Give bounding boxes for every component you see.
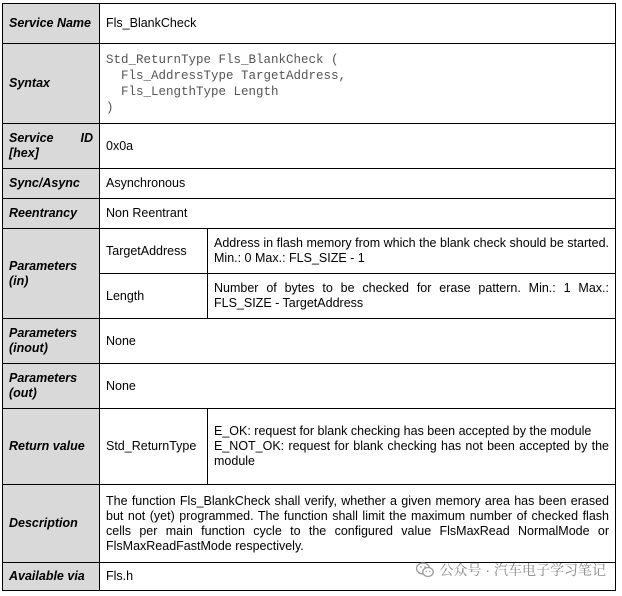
return-ok: E_OK: request for blank checking has been accepted by the module [214, 424, 592, 438]
return-type: Std_ReturnType [100, 409, 208, 485]
service-id-value: 0x0a [100, 124, 616, 169]
wechat-icon [416, 562, 434, 578]
service-id-label [3, 124, 100, 169]
sync-async-label: Sync/Async [3, 169, 100, 199]
parameters-in-label: Parameters (in) [3, 229, 100, 319]
syntax-code [100, 44, 616, 124]
param-desc: Number of bytes to be checked for erase pattern. Min.: 1 Max.: FLS_SIZE - TargetAddress [208, 274, 616, 319]
row-service-id [3, 124, 616, 169]
service-id-label-word: Service [9, 131, 54, 145]
watermark [416, 560, 606, 580]
sync-async-value: Asynchronous [100, 169, 616, 199]
description-label: Description [3, 485, 100, 563]
parameters-inout-value: None [100, 319, 616, 364]
row-syntax [3, 44, 616, 124]
row-return-value [3, 409, 616, 485]
service-name-label: Service Name [3, 4, 100, 44]
return-not-ok: E_NOT_OK: request for blank checking has not been accepted by the module [214, 439, 609, 468]
reentrancy-label: Reentrancy [3, 199, 100, 229]
service-name-value: Fls_BlankCheck [100, 4, 616, 44]
parameters-out-label: Parameters (out) [3, 364, 100, 409]
description-value: The function Fls_BlankCheck shall verify, whether a given memory area has been erased but not (yet) programmed. The function shall limit the maximum number of checked flash cells per main function cycle to the configured value FlsMaxRead NormalMode or FlsMaxReadFastMode respectively. [100, 485, 616, 563]
syntax-line: Std_ReturnType Fls_BlankCheck ( [106, 52, 339, 67]
row-param-in-target [3, 229, 616, 274]
syntax-line: Fls_AddressType TargetAddress, [106, 68, 347, 83]
row-parameters-out [3, 364, 616, 409]
row-sync-async [3, 169, 616, 199]
available-via-value: Fls.h [100, 563, 616, 591]
row-parameters-inout [3, 319, 616, 364]
row-description [3, 485, 616, 563]
service-id-label-hex: [hex] [9, 146, 39, 160]
reentrancy-value: Non Reentrant [100, 199, 616, 229]
syntax-label: Syntax [3, 44, 100, 124]
param-name: Length [100, 274, 208, 319]
param-desc: Address in flash memory from which the blank check should be started. Min.: 0 Max.: FLS_SIZE - 1 [208, 229, 616, 274]
row-service-name [3, 4, 616, 44]
param-name: TargetAddress [100, 229, 208, 274]
available-via-label: Available via [3, 563, 100, 591]
return-value-label: Return value [3, 409, 100, 485]
watermark-text: 公众号 · 汽车电子学习笔记 [439, 562, 606, 578]
parameters-inout-label: Parameters (inout) [3, 319, 100, 364]
syntax-line: Fls_LengthType Length [106, 84, 279, 99]
service-id-label-id: ID [80, 131, 93, 145]
syntax-line: ) [106, 100, 114, 115]
row-reentrancy [3, 199, 616, 229]
parameters-out-value: None [100, 364, 616, 409]
service-spec-table [2, 3, 616, 591]
return-desc [208, 409, 616, 485]
